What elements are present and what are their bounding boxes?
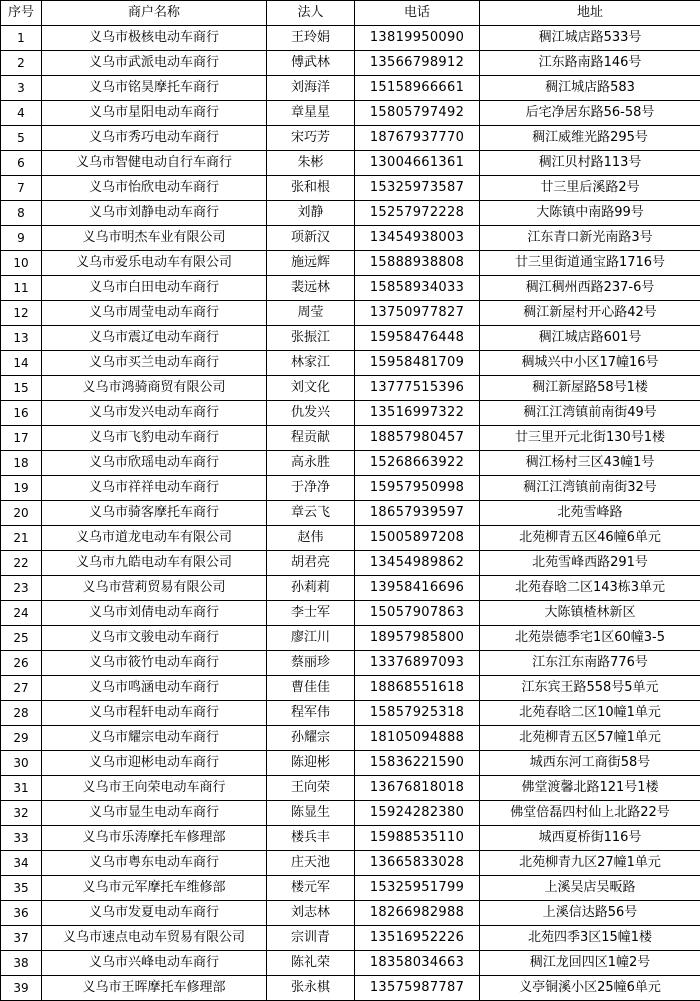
cell-name: 义乌市速点电动车贸易有限公司 bbox=[42, 926, 267, 951]
cell-phone: 18105094888 bbox=[355, 726, 480, 751]
cell-phone: 13516952226 bbox=[355, 926, 480, 951]
table-row bbox=[1, 776, 700, 801]
cell-address: 北苑春晗二区10幢1单元 bbox=[480, 701, 700, 726]
table-row bbox=[1, 376, 700, 401]
cell-index: 32 bbox=[1, 801, 42, 826]
cell-phone: 13376897093 bbox=[355, 651, 480, 676]
cell-index: 34 bbox=[1, 851, 42, 876]
cell-phone: 15057907863 bbox=[355, 601, 480, 626]
cell-address: 江东江东南路776号 bbox=[480, 651, 700, 676]
cell-index: 23 bbox=[1, 576, 42, 601]
cell-legal: 王向荣 bbox=[267, 776, 355, 801]
cell-address: 稠江新屋路58号1楼 bbox=[480, 376, 700, 401]
cell-phone: 13676818018 bbox=[355, 776, 480, 801]
table-row bbox=[1, 476, 700, 501]
table-row bbox=[1, 726, 700, 751]
cell-name: 义乌市兴峰电动车商行 bbox=[42, 951, 267, 976]
cell-phone: 15957950998 bbox=[355, 476, 480, 501]
cell-index: 18 bbox=[1, 451, 42, 476]
cell-index: 37 bbox=[1, 926, 42, 951]
table-row bbox=[1, 576, 700, 601]
cell-phone: 15257972228 bbox=[355, 201, 480, 226]
cell-name: 义乌市星阳电动车商行 bbox=[42, 101, 267, 126]
table-row bbox=[1, 51, 700, 76]
cell-name: 义乌市明杰车业有限公司 bbox=[42, 226, 267, 251]
cell-phone: 15958476448 bbox=[355, 326, 480, 351]
cell-index: 28 bbox=[1, 701, 42, 726]
cell-phone: 15325951799 bbox=[355, 876, 480, 901]
table-row bbox=[1, 426, 700, 451]
cell-name: 义乌市九皓电动车有限公司 bbox=[42, 551, 267, 576]
cell-address: 稠江稠州西路237-6号 bbox=[480, 276, 700, 301]
cell-legal: 章星星 bbox=[267, 101, 355, 126]
table-row bbox=[1, 626, 700, 651]
table-row bbox=[1, 351, 700, 376]
cell-name: 义乌市元军摩托车维修部 bbox=[42, 876, 267, 901]
cell-address: 上溪信达路56号 bbox=[480, 901, 700, 926]
cell-legal: 张振江 bbox=[267, 326, 355, 351]
cell-address: 稠江贝村路113号 bbox=[480, 151, 700, 176]
cell-legal: 宗训青 bbox=[267, 926, 355, 951]
cell-index: 1 bbox=[1, 26, 42, 51]
cell-phone: 15924282380 bbox=[355, 801, 480, 826]
cell-phone: 13575987787 bbox=[355, 976, 480, 1001]
table-row bbox=[1, 926, 700, 951]
cell-name: 义乌市发兴电动车商行 bbox=[42, 401, 267, 426]
cell-phone: 13958416696 bbox=[355, 576, 480, 601]
cell-index: 14 bbox=[1, 351, 42, 376]
cell-name: 义乌市武派电动车商行 bbox=[42, 51, 267, 76]
table-row bbox=[1, 26, 700, 51]
table-row bbox=[1, 501, 700, 526]
cell-legal: 张永棋 bbox=[267, 976, 355, 1001]
cell-name: 义乌市极核电动车商行 bbox=[42, 26, 267, 51]
cell-phone: 15836221590 bbox=[355, 751, 480, 776]
cell-index: 22 bbox=[1, 551, 42, 576]
cell-name: 义乌市铭昊摩托车商行 bbox=[42, 76, 267, 101]
cell-index: 6 bbox=[1, 151, 42, 176]
cell-legal: 程军伟 bbox=[267, 701, 355, 726]
cell-index: 7 bbox=[1, 176, 42, 201]
cell-legal: 朱彬 bbox=[267, 151, 355, 176]
cell-legal: 赵伟 bbox=[267, 526, 355, 551]
cell-legal: 胡君亮 bbox=[267, 551, 355, 576]
cell-index: 24 bbox=[1, 601, 42, 626]
cell-name: 义乌市欣瑶电动车商行 bbox=[42, 451, 267, 476]
table-row bbox=[1, 751, 700, 776]
cell-name: 义乌市祥祥电动车商行 bbox=[42, 476, 267, 501]
cell-name: 义乌市王向荣电动车商行 bbox=[42, 776, 267, 801]
cell-index: 19 bbox=[1, 476, 42, 501]
cell-index: 9 bbox=[1, 226, 42, 251]
cell-address: 佛堂渡馨北路121号1楼 bbox=[480, 776, 700, 801]
cell-address: 廿三里街道通宝路1716号 bbox=[480, 251, 700, 276]
cell-address: 稠江城店路533号 bbox=[480, 26, 700, 51]
table-row bbox=[1, 676, 700, 701]
cell-legal: 高永胜 bbox=[267, 451, 355, 476]
cell-legal: 刘文化 bbox=[267, 376, 355, 401]
cell-index: 35 bbox=[1, 876, 42, 901]
cell-legal: 庄天池 bbox=[267, 851, 355, 876]
cell-legal: 林家江 bbox=[267, 351, 355, 376]
cell-index: 17 bbox=[1, 426, 42, 451]
cell-address: 后宅净居东路56-58号 bbox=[480, 101, 700, 126]
header-legal: 法人 bbox=[267, 1, 355, 26]
cell-address: 北苑柳青九区27幢1单元 bbox=[480, 851, 700, 876]
cell-legal: 孙耀宗 bbox=[267, 726, 355, 751]
header-row bbox=[1, 1, 700, 26]
cell-index: 10 bbox=[1, 251, 42, 276]
cell-address: 城西东河工商街58号 bbox=[480, 751, 700, 776]
cell-phone: 15325973587 bbox=[355, 176, 480, 201]
cell-index: 38 bbox=[1, 951, 42, 976]
table-row bbox=[1, 226, 700, 251]
table-header bbox=[1, 1, 700, 26]
cell-legal: 王玲娟 bbox=[267, 26, 355, 51]
cell-name: 义乌市显生电动车商行 bbox=[42, 801, 267, 826]
cell-legal: 裴远林 bbox=[267, 276, 355, 301]
table-row bbox=[1, 526, 700, 551]
cell-address: 江东宾王路558号5单元 bbox=[480, 676, 700, 701]
table-row bbox=[1, 601, 700, 626]
cell-legal: 楼兵丰 bbox=[267, 826, 355, 851]
cell-name: 义乌市爱乐电动车有限公司 bbox=[42, 251, 267, 276]
cell-phone: 18868551618 bbox=[355, 676, 480, 701]
cell-phone: 13004661361 bbox=[355, 151, 480, 176]
cell-index: 26 bbox=[1, 651, 42, 676]
cell-legal: 陈迎彬 bbox=[267, 751, 355, 776]
table-row bbox=[1, 401, 700, 426]
cell-phone: 15858934033 bbox=[355, 276, 480, 301]
cell-index: 15 bbox=[1, 376, 42, 401]
cell-name: 义乌市耀宗电动车商行 bbox=[42, 726, 267, 751]
cell-name: 义乌市鸿骑商贸有限公司 bbox=[42, 376, 267, 401]
cell-legal: 章云飞 bbox=[267, 501, 355, 526]
cell-phone: 18266982988 bbox=[355, 901, 480, 926]
cell-legal: 宋巧芳 bbox=[267, 126, 355, 151]
cell-phone: 13566798912 bbox=[355, 51, 480, 76]
table-row bbox=[1, 251, 700, 276]
cell-address: 北苑四季3区15幢1楼 bbox=[480, 926, 700, 951]
table-row bbox=[1, 301, 700, 326]
cell-name: 义乌市迎彬电动车商行 bbox=[42, 751, 267, 776]
table-row bbox=[1, 551, 700, 576]
cell-name: 义乌市刘静电动车商行 bbox=[42, 201, 267, 226]
cell-index: 31 bbox=[1, 776, 42, 801]
cell-name: 义乌市程轩电动车商行 bbox=[42, 701, 267, 726]
cell-address: 大陈镇中南路99号 bbox=[480, 201, 700, 226]
cell-name: 义乌市震辽电动车商行 bbox=[42, 326, 267, 351]
table-row bbox=[1, 851, 700, 876]
cell-legal: 楼元军 bbox=[267, 876, 355, 901]
cell-legal: 陈礼荣 bbox=[267, 951, 355, 976]
cell-legal: 蔡丽珍 bbox=[267, 651, 355, 676]
cell-index: 33 bbox=[1, 826, 42, 851]
cell-name: 义乌市文骏电动车商行 bbox=[42, 626, 267, 651]
cell-address: 稠城兴中小区17幢16号 bbox=[480, 351, 700, 376]
cell-phone: 13454938003 bbox=[355, 226, 480, 251]
table-row bbox=[1, 126, 700, 151]
cell-phone: 13665833028 bbox=[355, 851, 480, 876]
cell-legal: 刘志林 bbox=[267, 901, 355, 926]
table-row bbox=[1, 326, 700, 351]
cell-phone: 18957985800 bbox=[355, 626, 480, 651]
cell-address: 城西夏桥街116号 bbox=[480, 826, 700, 851]
cell-name: 义乌市鸣涵电动车商行 bbox=[42, 676, 267, 701]
cell-index: 25 bbox=[1, 626, 42, 651]
cell-name: 义乌市王晖摩托车修理部 bbox=[42, 976, 267, 1001]
cell-phone: 15988535110 bbox=[355, 826, 480, 851]
cell-address: 北苑柳青五区46幢6单元 bbox=[480, 526, 700, 551]
cell-phone: 13777515396 bbox=[355, 376, 480, 401]
cell-address: 稠江江湾镇前南街32号 bbox=[480, 476, 700, 501]
cell-address: 北苑雪峰西路291号 bbox=[480, 551, 700, 576]
cell-index: 36 bbox=[1, 901, 42, 926]
cell-index: 3 bbox=[1, 76, 42, 101]
table-row bbox=[1, 976, 700, 1001]
cell-phone: 15888938808 bbox=[355, 251, 480, 276]
table-row bbox=[1, 651, 700, 676]
table-row bbox=[1, 176, 700, 201]
cell-phone: 15805797492 bbox=[355, 101, 480, 126]
cell-legal: 傅武林 bbox=[267, 51, 355, 76]
cell-index: 13 bbox=[1, 326, 42, 351]
table-row bbox=[1, 801, 700, 826]
cell-name: 义乌市营莉贸易有限公司 bbox=[42, 576, 267, 601]
cell-legal: 孙莉莉 bbox=[267, 576, 355, 601]
cell-address: 稠江江湾镇前南街49号 bbox=[480, 401, 700, 426]
cell-address: 江东路南路146号 bbox=[480, 51, 700, 76]
cell-phone: 18767937770 bbox=[355, 126, 480, 151]
cell-index: 8 bbox=[1, 201, 42, 226]
cell-legal: 仇发兴 bbox=[267, 401, 355, 426]
table-row bbox=[1, 151, 700, 176]
header-name: 商户名称 bbox=[42, 1, 267, 26]
cell-phone: 18358034663 bbox=[355, 951, 480, 976]
cell-name: 义乌市怡欣电动车商行 bbox=[42, 176, 267, 201]
table-row bbox=[1, 201, 700, 226]
table-row bbox=[1, 876, 700, 901]
cell-address: 江东青口新光南路3号 bbox=[480, 226, 700, 251]
cell-phone: 15268663922 bbox=[355, 451, 480, 476]
table-row bbox=[1, 101, 700, 126]
cell-phone: 15158966661 bbox=[355, 76, 480, 101]
cell-phone: 18657939597 bbox=[355, 501, 480, 526]
cell-legal: 廖江川 bbox=[267, 626, 355, 651]
cell-address: 北苑崇德季宅1区60幢3-5 bbox=[480, 626, 700, 651]
cell-legal: 张和根 bbox=[267, 176, 355, 201]
cell-address: 稠江威维光路295号 bbox=[480, 126, 700, 151]
cell-phone: 18857980457 bbox=[355, 426, 480, 451]
cell-phone: 13454989862 bbox=[355, 551, 480, 576]
cell-legal: 程贡献 bbox=[267, 426, 355, 451]
cell-name: 义乌市筱竹电动车商行 bbox=[42, 651, 267, 676]
cell-address: 稠江龙回四区1幢2号 bbox=[480, 951, 700, 976]
cell-name: 义乌市周莹电动车商行 bbox=[42, 301, 267, 326]
cell-name: 义乌市刘倩电动车商行 bbox=[42, 601, 267, 626]
cell-name: 义乌市秀巧电动车商行 bbox=[42, 126, 267, 151]
cell-phone: 13819950090 bbox=[355, 26, 480, 51]
cell-address: 廿三里后溪路2号 bbox=[480, 176, 700, 201]
cell-phone: 15958481709 bbox=[355, 351, 480, 376]
header-index: 序号 bbox=[1, 1, 42, 26]
cell-phone: 15857925318 bbox=[355, 701, 480, 726]
header-address: 地址 bbox=[480, 1, 700, 26]
cell-legal: 刘静 bbox=[267, 201, 355, 226]
cell-legal: 于净净 bbox=[267, 476, 355, 501]
cell-address: 廿三里开元北街130号1楼 bbox=[480, 426, 700, 451]
table-row bbox=[1, 951, 700, 976]
cell-name: 义乌市智健电动自行车商行 bbox=[42, 151, 267, 176]
cell-name: 义乌市乐涛摩托车修理部 bbox=[42, 826, 267, 851]
table-row bbox=[1, 901, 700, 926]
cell-legal: 施远辉 bbox=[267, 251, 355, 276]
cell-index: 5 bbox=[1, 126, 42, 151]
cell-legal: 刘海洋 bbox=[267, 76, 355, 101]
cell-index: 4 bbox=[1, 101, 42, 126]
cell-index: 29 bbox=[1, 726, 42, 751]
cell-phone: 13516997322 bbox=[355, 401, 480, 426]
cell-index: 2 bbox=[1, 51, 42, 76]
cell-name: 义乌市骑客摩托车商行 bbox=[42, 501, 267, 526]
cell-index: 20 bbox=[1, 501, 42, 526]
cell-legal: 陈显生 bbox=[267, 801, 355, 826]
cell-legal: 曹佳佳 bbox=[267, 676, 355, 701]
cell-name: 义乌市买兰电动车商行 bbox=[42, 351, 267, 376]
cell-address: 北苑雪峰路 bbox=[480, 501, 700, 526]
table-row bbox=[1, 276, 700, 301]
cell-legal: 李士军 bbox=[267, 601, 355, 626]
header-phone: 电话 bbox=[355, 1, 480, 26]
cell-address: 义亭铜溪小区25幢6单元 bbox=[480, 976, 700, 1001]
cell-index: 21 bbox=[1, 526, 42, 551]
cell-legal: 周莹 bbox=[267, 301, 355, 326]
cell-legal: 项新汉 bbox=[267, 226, 355, 251]
table-row bbox=[1, 76, 700, 101]
cell-address: 北苑春晗二区143栋3单元 bbox=[480, 576, 700, 601]
cell-address: 佛堂倍磊四村仙上北路22号 bbox=[480, 801, 700, 826]
cell-index: 39 bbox=[1, 976, 42, 1001]
cell-address: 上溪吴店吴畈路 bbox=[480, 876, 700, 901]
cell-index: 12 bbox=[1, 301, 42, 326]
cell-name: 义乌市发夏电动车商行 bbox=[42, 901, 267, 926]
cell-address: 大陈镇楂林新区 bbox=[480, 601, 700, 626]
cell-index: 30 bbox=[1, 751, 42, 776]
cell-index: 11 bbox=[1, 276, 42, 301]
table-row bbox=[1, 451, 700, 476]
table-row bbox=[1, 701, 700, 726]
cell-phone: 15005897208 bbox=[355, 526, 480, 551]
cell-name: 义乌市道龙电动车有限公司 bbox=[42, 526, 267, 551]
cell-name: 义乌市粤东电动车商行 bbox=[42, 851, 267, 876]
cell-address: 稠江城店路583 bbox=[480, 76, 700, 101]
cell-address: 稠江新屋村开心路42号 bbox=[480, 301, 700, 326]
cell-address: 稠江杨村三区43幢1号 bbox=[480, 451, 700, 476]
cell-index: 27 bbox=[1, 676, 42, 701]
table-body bbox=[1, 26, 700, 1001]
cell-phone: 13750977827 bbox=[355, 301, 480, 326]
cell-address: 稠江城店路601号 bbox=[480, 326, 700, 351]
cell-name: 义乌市飞豹电动车商行 bbox=[42, 426, 267, 451]
cell-address: 北苑柳青五区57幢1单元 bbox=[480, 726, 700, 751]
table-row bbox=[1, 826, 700, 851]
cell-name: 义乌市白田电动车商行 bbox=[42, 276, 267, 301]
cell-index: 16 bbox=[1, 401, 42, 426]
